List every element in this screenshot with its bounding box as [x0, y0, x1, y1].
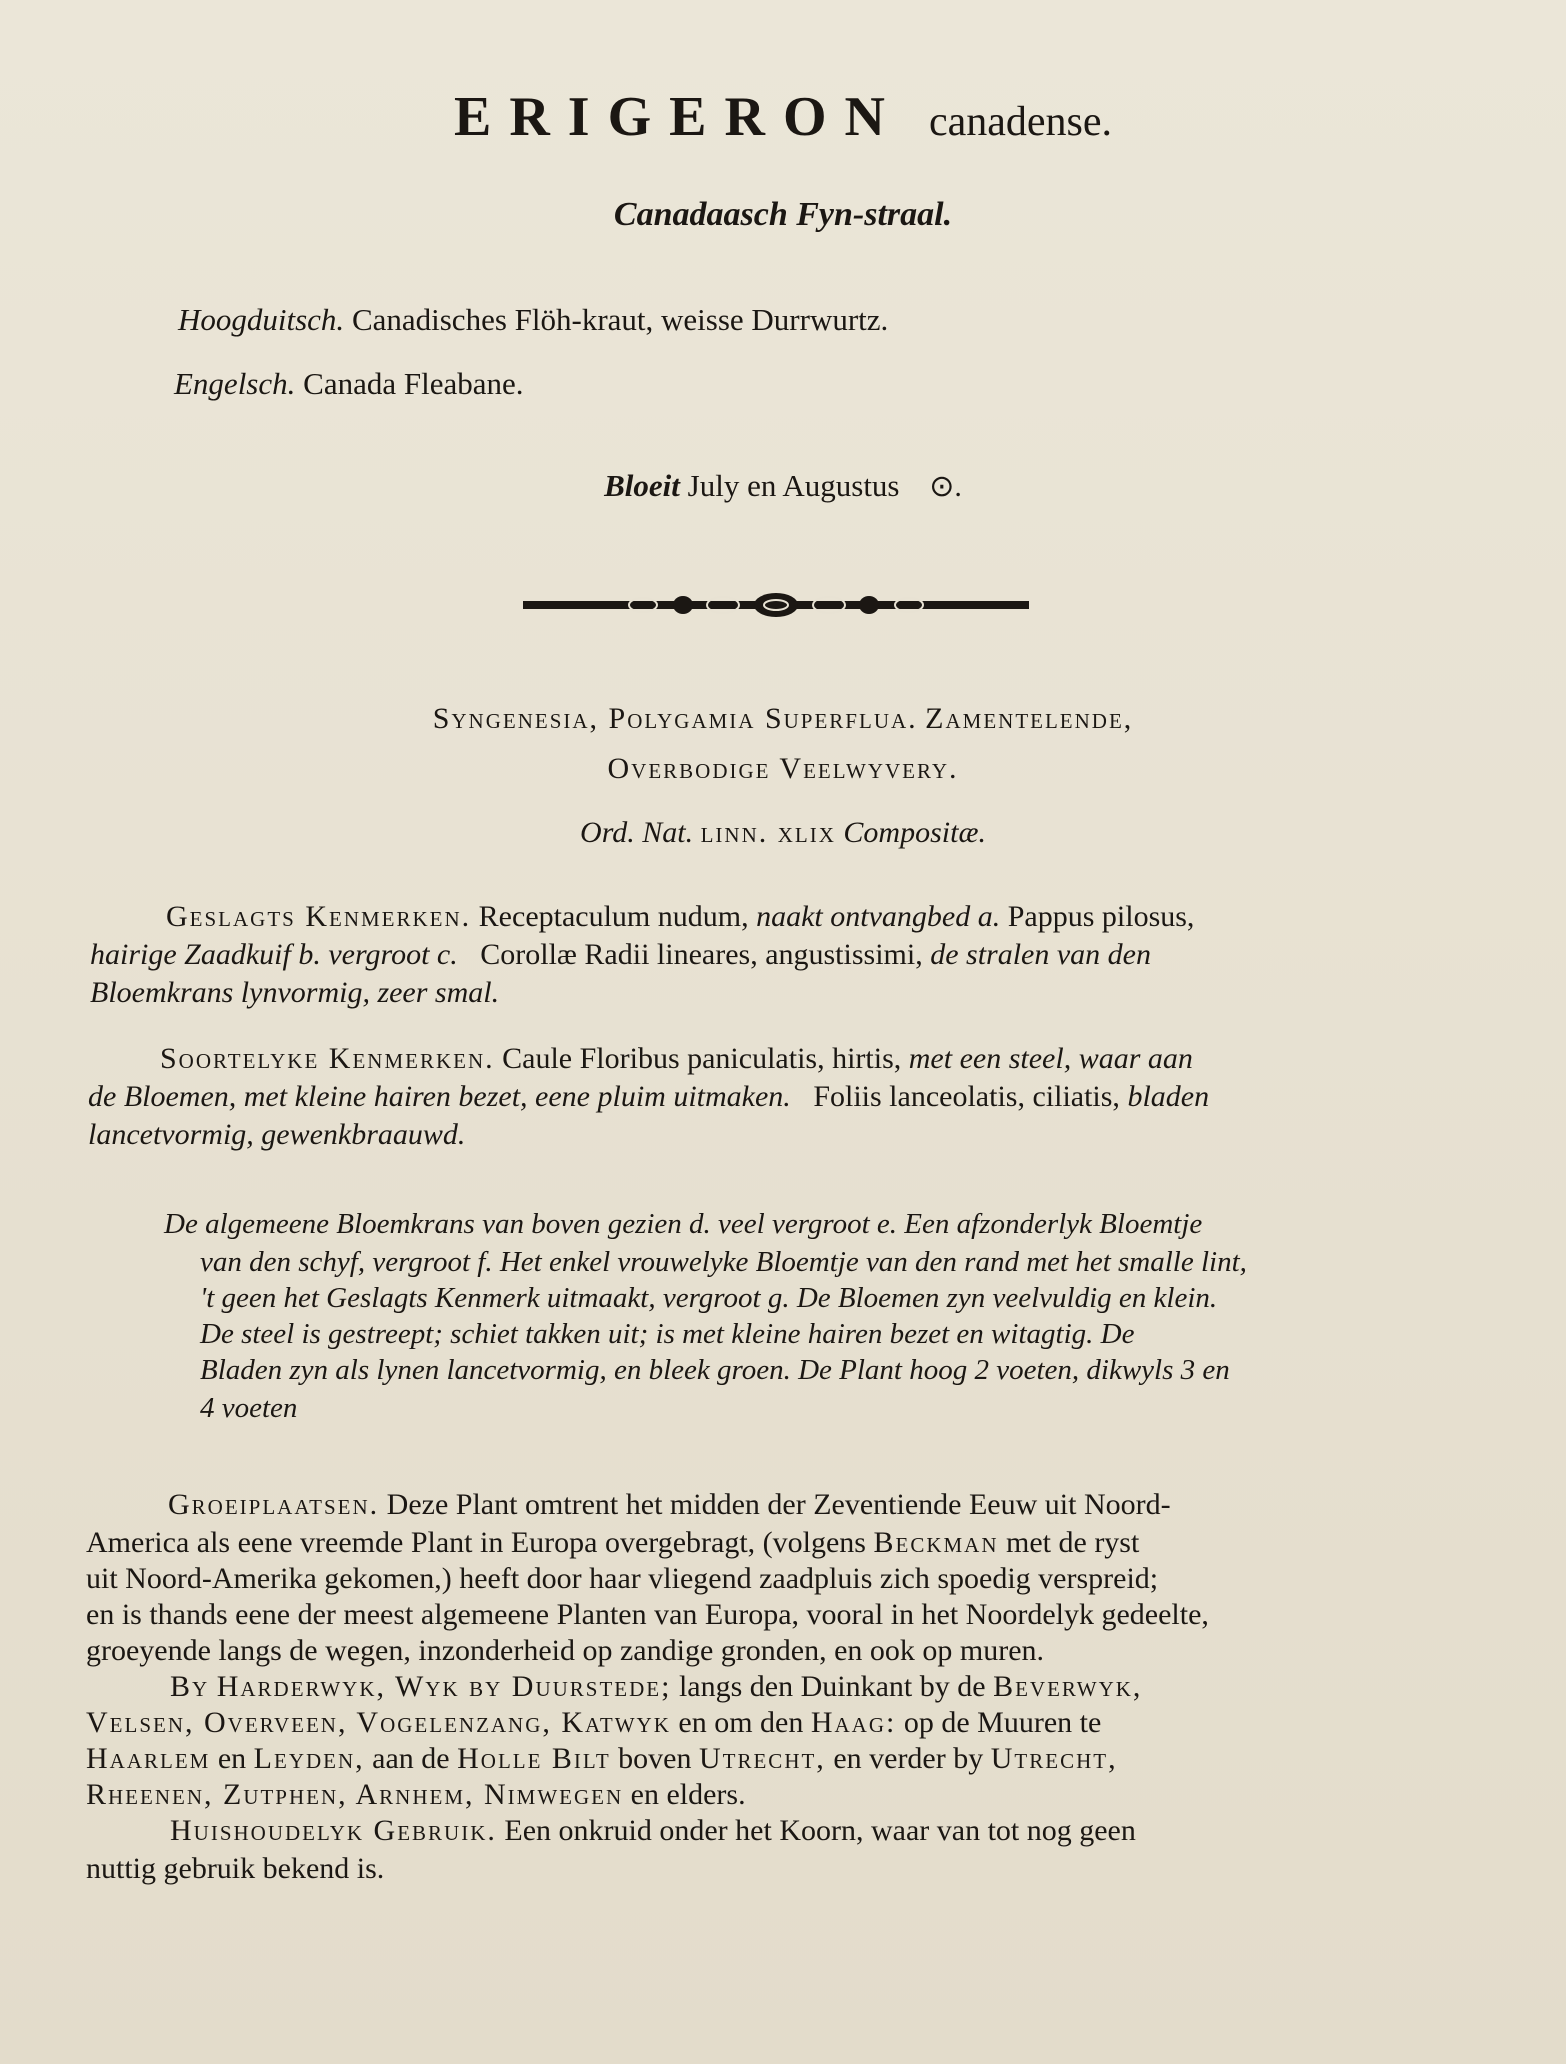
description-line-4: De steel is gestreept; schiet takken uit; is met kleine hairen bezet en witagtig. De [200, 1318, 1135, 1350]
habitat-line-5: groeyende langs de wegen, inzonderheid op zandige gronden, en ook op muren. [86, 1634, 1045, 1667]
author-beckman: Beckman [873, 1526, 999, 1559]
classification-line-3 [0, 816, 1566, 850]
species-characters-line-3: lancetvormig, gewenkbraauwd. [88, 1118, 466, 1151]
localities-line-2: Velsen, Overveen, Vogelenzang, Katwyk en om den Haag: op de Muuren te [86, 1706, 1102, 1739]
dutch-order: Overbodige Veelwyvery. [607, 752, 959, 785]
habitat-heading: Groeiplaatsen. [168, 1488, 380, 1521]
genus-characters-line-2: hairige Zaadkuif b. vergroot c. Corollæ Radii lineares, angustissimi, de stralen van den [90, 938, 1151, 971]
habitat-line-1: Groeiplaatsen. Deze Plant omtrent het midden der Zeventiende Eeuw uit Noord- [168, 1488, 1171, 1521]
german-name: Canadisches Flöh-kraut, weisse Durrwurtz. [351, 302, 889, 337]
bloom-months: July en Augustus [687, 468, 900, 503]
species-characters-heading: Soortelyke Kenmerken. [160, 1042, 495, 1075]
localities-line-1: By Harderwyk, Wyk by Duurstede; langs den Duinkant by de Beverwyk, [170, 1670, 1143, 1703]
classification-line-1 [0, 702, 1566, 736]
description-line-1: De algemeene Bloemkrans van boven gezien d. veel vergroot e. Een afzonderlyk Bloemtje [164, 1208, 1203, 1240]
usage-line-2: nuttig gebruik bekend is. [86, 1852, 385, 1885]
ornamental-divider [523, 592, 1029, 618]
natural-order-number: linn. xlix [700, 816, 836, 849]
genus-characters-heading: Geslagts Kenmerken. [166, 900, 472, 933]
habitat-line-4: en is thands eene der meest algemeene Planten van Europa, vooral in het Noordelyk gedeelte, [86, 1598, 1209, 1631]
habitat-line-3: uit Noord-Amerika gekomen,) heeft door haar vliegend zaadpluis zich spoedig verspreid; [86, 1562, 1159, 1595]
natural-order-name: Compositæ. [843, 816, 986, 849]
description-line-6: 4 voeten [200, 1392, 298, 1424]
english-name-line [174, 366, 524, 402]
species-characters-line-1: Soortelyke Kenmerken. Caule Floribus paniculatis, hirtis, met een steel, waar aan [160, 1042, 1193, 1075]
dutch-class: Zamentelende, [925, 702, 1134, 735]
usage-line-1: Huishoudelyk Gebruik. Een onkruid onder het Koorn, waar van tot nog geen [170, 1814, 1136, 1847]
annual-symbol: ⊙. [929, 470, 962, 503]
localities-line-4: Rheenen, Zutphen, Arnhem, Nimwegen en elders. [86, 1778, 746, 1811]
german-label: Hoogduitsch. [178, 302, 345, 337]
description-line-5: Bladen zyn als lynen lancetvormig, en bleek groen. De Plant hoog 2 voeten, dikwyls 3 en [200, 1354, 1230, 1386]
species-name: canadense. [928, 99, 1112, 145]
classification-line-2 [0, 752, 1566, 786]
dutch-name: Canadaasch Fyn-straal. [613, 196, 953, 233]
localities-line-3: Haarlem en Leyden, aan de Holle Bilt boven Utrecht, en verder by Utrecht, [86, 1742, 1118, 1775]
description-line-3: 't geen het Geslagts Kenmerk uitmaakt, vergroot g. De Bloemen zyn veelvuldig en klein. [200, 1282, 1218, 1314]
usage-heading: Huishoudelyk Gebruik. [170, 1814, 497, 1847]
english-label: Engelsch. [174, 366, 296, 401]
species-characters-line-2: de Bloemen, met kleine hairen bezet, eene pluim uitmaken. Foliis lanceolatis, ciliatis, bladen [88, 1080, 1210, 1113]
genus-characters-line-1: Geslagts Kenmerken. Receptaculum nudum, naakt ontvangbed a. Pappus pilosus, [166, 900, 1195, 933]
genus-characters-line-3: Bloemkrans lynvormig, zeer smal. [90, 976, 500, 1009]
genus-name: ERIGERON [454, 86, 903, 148]
linnaean-class: Syngenesia, Polygamia Superflua. [432, 702, 918, 735]
page-title [0, 82, 1566, 157]
bloom-line [0, 468, 1566, 504]
description-line-2: van den schyf, vergroot f. Het enkel vrouwelyke Bloemtje van den rand met het smalle lint, [200, 1246, 1247, 1278]
natural-order-label: Ord. Nat. [580, 816, 694, 849]
english-name: Canada Fleabane. [303, 366, 524, 401]
bloom-label: Bloeit [604, 468, 680, 503]
german-name-line [178, 302, 888, 338]
habitat-line-2: America als eene vreemde Plant in Europa overgebragt, (volgens Beckman met de ryst [86, 1526, 1140, 1559]
